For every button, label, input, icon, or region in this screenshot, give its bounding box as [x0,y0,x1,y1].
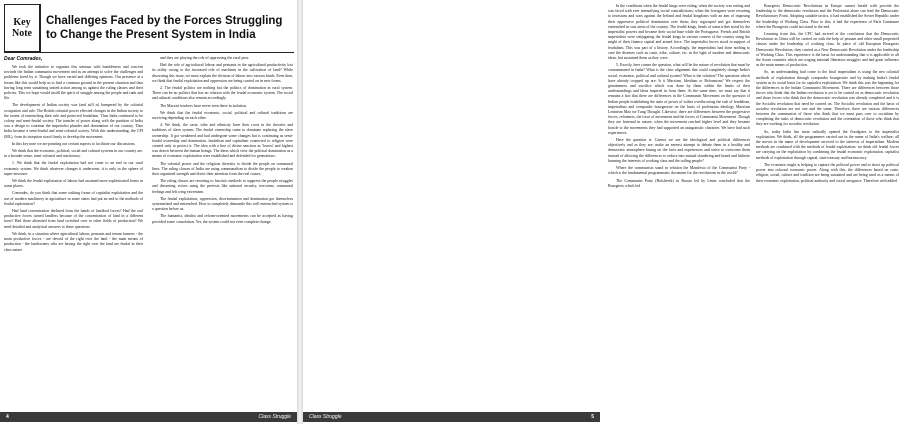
right-column-2 [756,4,899,408]
left-column-2-body [152,56,293,225]
paragraph: Here the question is: Cannot we see the ideological and political differences objectively and as they are; make an earnest attempt to debate them in a healthy and democratic atmosphere basing on the facts and experiences and strive to overcome them instead of allowing the differences to reduce into mutual slandering and brand and hitherto harming the interests of working class and the toiling people? [608,138,750,163]
paragraph: In the conditions when the feudal kings were ruling; when the society was rotting and was faced with ever intensifying social contradictions; when the foreigners were resorting to invasions and wars against the Ireland and feudal kingdoms with an aim of imposing their oppressive political domination over them; they regrouped and got themselves entrenched in vast areas of the country. The feudal kings, heads of some tribes stood by the imperialist powers and became their social base while the Portuguese, French and British imperialists were subjugating the feudal kings in various corners of the country using the might of their finance capital and armed force. The imperialist forces stood in support of feudalism. This was part of a history. Accordingly, the imperialists had done nothing to cure the diseases such as caste, tribe, culture, etc. in the light of modern and democratic ideas, but sustained them as they were. [608,4,750,61]
paragraph: The economic might is helping to capture the political power and to shoot up political power into colossal economic power. Along with this, the differences based on caste, religion, social, culture and tradition are being sustained and are being used as a means of their economic exploitation, political authority and social arrogance. Therefore with added [756,162,899,183]
paragraph: 5. Exactly, here comes the question, what will be the nature of revolution that must be consummated in India? What is the class alignment that could completely change India's social, economic, political and cultural system? What is the solution? The questions which have already cropped up are: Is it Marxism, Idealism or Reformism? We respect the genuineness and sacrifice which was done by them within the limits of their understandings and ideas inspired in from them. At the same time, we must say that it remains a fact that there are differences in the Communist Movement on the question of Indian people establishing the state of power of toilers overthrowing the rule of feudalism, imperialism and comprador bourgeoisie on the basis of proletarian ideology Marxism Leninism Mao tse Tung Thought. Likewise, there are differences between the progressive forces, reformers, the force of movement and the forces of Communist Movement. Though they are fraternal in nature, when the movement reached higher level and they became hostile to the movements they had supported an antagonistic character. We have had such experiences. [608,63,750,135]
left-page-number: 4 [6,414,9,420]
left-column-1 [4,56,143,408]
article-title: Challenges Faced by the Forces Struggling to Change the Present System in India [39,4,294,52]
paragraph: We think the feudal exploitation of labour had assumed more sophisticated forms in some places. [4,179,143,189]
paragraph: We took the initiative to organize this seminar with humbleness and concern towards the Indian communist movement and as an attempt to solve the challenges and problems faced by it. Though we have varied and differing opinions. Our presence at a forum like this would help us to find a common ground in the present situation and thus having long term sustaining united action among us against the ruling classes and their policies. This we hope would instill the spirit of struggle among the people and rank and file. [4,65,143,101]
paragraph: The development of Indian society was (and still is) hampered by the colonial occupation and rule. The British colonial power effected changes in the Indian society to the extent of entrenching their rule and protected feudalism. Thus India continued to be colony and semi-feudal society. The transfer of power along with the partition of India was a design to continue the imperialist plunder and domination of our country. Thus India became a semi-feudal and semi-colonial society. With this understanding, the CPI (ML), from its inception stood firmly to develop the movement. [4,103,143,139]
key-note-line1: Key [13,17,31,28]
paragraph: Bourgeois Democratic Revolutions in Europe cannot herald with provide the leadership to the democratic revolution and the Proletariat alone can lead the Democratic Revolutionary Front. Adopting suitable tactics, it had established the Soviet Republic under the leadership of Working Class. Prior to this, it had the experience of Paris Commune where the Bourgeois could not stand to the end. [756,4,899,29]
paragraph: 2. The feudal politics are nothing but the politics of domination in rural system. There can be no politics that has no relation with the feudal economic system. The social and cultural conditions also remain accordingly. [152,86,293,101]
paragraph: Had land concentration declined from the hands of landlord forces? Had the real productive forces turned landless because of the concentration of land in a different form? Had those alienated from land switched over to other fields of production? We need detailed and analytical answers to these questions. [4,209,143,229]
paragraph: The feudal exploitation, oppression, discrimination and domination got themselves systematized and entrenched. How to completely dismantle this well entrenched system is a question before us. [152,196,293,212]
left-column-1-body [4,65,143,253]
right-column-1-body [608,4,750,189]
right-page-number: 5 [591,414,594,420]
paragraph: The colonial power and the religious diversity to divide the people on communal lines. The ruling classes of India are using communalism to divide the people to weaken their organized strength and divert their attention from the real causes. [152,161,293,177]
right-footer [303,412,600,422]
left-footer [0,412,297,422]
salutation: Dear Comrades, [4,56,43,62]
right-publication-name: Class Struggle [309,414,342,420]
left-publication-name: Class Struggle [258,414,291,420]
right-page [303,0,899,424]
right-column-2-body [756,4,899,184]
key-note-line2: Note [12,28,32,39]
paragraph: The Marxist teachers have never seen these in isolation. [160,103,247,108]
key-note-box [4,4,39,52]
paragraph: In this key note we are pointing out certain aspects to facilitate our discussions. [12,141,136,146]
paragraph: and they are playing the role of oppressing the rural poor. [160,56,250,60]
paragraph: The ruling classes are resorting to fascistic methods to suppress the people struggles and dissenting voices using the pretexts like national security, terrorism, communal feelings and left wing extremism. [152,179,293,194]
paragraph: Had the role of agricultural labour and peasants in the agricultural productivity lost its utility owing to the increased role of machines in the cultivation of land? While discussing this issue, we must explain the division of labour into various kinds. Even then, we think that feudal exploitation and oppression are being carried on in new forms. [152,63,293,83]
left-column-2 [152,56,293,408]
right-column-1 [608,4,750,408]
left-page [0,0,297,424]
paragraph: Comrades, do you think that some striking forms of capitalist exploitation and the use of modern machinery in agriculture in some states had put an end to the methods of feudal exploitation? [4,191,143,206]
paragraph: 1. We think that the feudal exploitation had not come to an end in our rural economic system. We think whatever changes it underwent, it is only in the sphere of super-structure. [4,161,143,176]
paragraph: We think, in a situation where agricultural labour, peasants and tenant farmers - the main productive forces - are devoid of the right over the land - the main means of production - the landowners who are having the right over the land are feudal in their class nature [4,231,143,252]
paragraph: Where the communists stand in relation the Manifesto of the Communist Party - which is the fundamental programmatic document for the revolutions in the world? [608,166,750,176]
paragraph: The humanist, idealist and reform-oriented movements can be accepted as having provided some consolation. Yet, the system could not even complete change. [152,214,293,224]
paragraph: 4. We think, the caste, tribe and ethnicity have their roots in the theories and traditions of slave system. The feudal ownership came to dominate replacing the slave ownership. It got weakened and had undergone some changes but is continuing as semi-feudal ownership and domination. feudalism and capitalism connected to religion were created only to protect it. The idea with a line of divine sanction as 'lowest' and highest was drawn between the human beings. The ideas which view the political domination as a means of economic exploitation were established and defended for generations. [152,123,293,159]
paragraph: We think that the economic, political, social and cultural systems in our country are, in a broader sense, semi-colonial and reactionary. [4,149,143,159]
paragraph: We think that the feudal economic, social, political and cultural traditions are surviving depending on each other. [152,110,293,121]
title-block [4,4,294,53]
paragraph: Learning from this, the CPC had arrived at the conclusion that the Democratic Revolution in China will be carried on with the help of peasant and other small propertied classes under the leadership of working class. In place of old European Bourgeois Democratic Revolution, they carried as a New Democratic Revolution under the leadership of Working Class. This experience is the basis for understanding that it is applicable to all the Asian countries which are waging national liberation struggles and had great influence as the main means of production. [756,32,899,68]
paragraph: So, an understanding had come to the final imperialism is using the neo colonial methods of exploitation through comprador bourgeoisie and by making India's feudal system as its social basis for its capitalist exploitation. We think this was the beginning for the differences in the Indian Communist Movement. There are differences between those forces who think that the Indian revolution is yet to be carried on as democratic revolution and those forces who think that the democratic revolution was already completed and it is the Socialist revolution that need be carried on. The Socialist revolution and the basis of socialist revolution are not one and the same. Therefore, there are various differences between the communists of those who think that we must pass over to socialism by completing the tasks of democratic revolution and the orientation of those who think that they are working for socialist revolution. [756,70,899,127]
paragraph: So, today India has more radically opened the floodgates to the imperialist exploitation. We think, all the programmes carried out in the name of India's welfare; all the moves in the name of development serviced to the interests of imperialism. Modern methods are combined with the methods of feudal exploitation; we think old feudal forces are carrying on the exploitation by combining the feudal economic exploitation, capitalist methods of exploitation through capital, state treasury and bureaucracy. [756,129,899,160]
paragraph: The Communist Party (Bolshevik) in Russia led by Lenin concluded that the Bourgeois which led [608,178,750,188]
